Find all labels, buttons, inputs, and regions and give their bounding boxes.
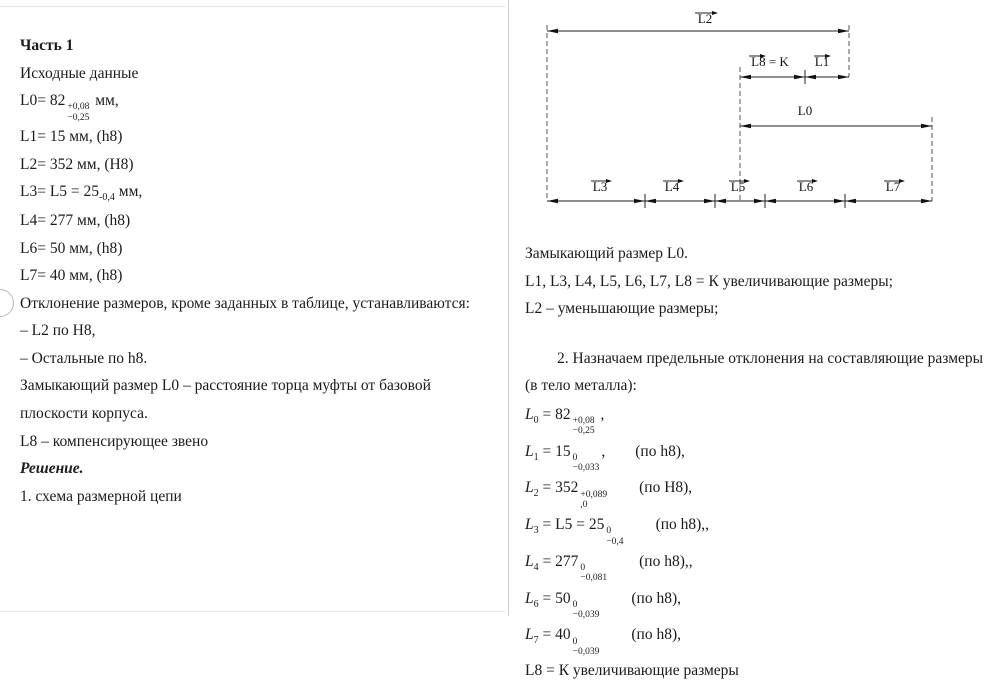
right-column xyxy=(525,5,990,685)
formula-l3 xyxy=(525,510,990,547)
lower-dev: −0,081 xyxy=(580,573,608,584)
upper-dev: 0 xyxy=(572,636,578,647)
diagram-label-l6: L6 xyxy=(798,179,814,194)
l3-suffix: мм, xyxy=(114,183,143,201)
dimension-arrowheads xyxy=(547,29,932,203)
l2-line: L2= 352 мм, (Н8) xyxy=(20,155,134,173)
deviation-note: Отклонение размеров, кроме заданных в таблице, устанавливаются: xyxy=(20,294,470,312)
lower-dev: −0,4 xyxy=(606,536,624,547)
decreasing-sizes-note: L2 – уменьшающие размеры; xyxy=(525,300,719,318)
lower-dev: −0,033 xyxy=(572,463,600,474)
deviation-note-h8: – Остальные по h8. xyxy=(20,349,148,367)
diagram-label-l1: L1 xyxy=(814,54,830,69)
increasing-sizes-note: L1, L3, L4, L5, L6, L7, L8 = К увеличивающие размеры; xyxy=(525,272,893,290)
upper-dev: +0,08 xyxy=(572,416,595,427)
diagram-label-l2: L2 xyxy=(697,11,713,26)
l0-upper-dev: +0,08 xyxy=(67,102,90,113)
page-edge-line-bottom xyxy=(0,611,505,612)
l3-prefix: L3= L5 = 25 xyxy=(20,183,100,201)
spacer xyxy=(525,323,990,345)
column-divider xyxy=(508,0,509,616)
lower-dev: −0,25 xyxy=(572,426,595,437)
diagram-label-l0: L0 xyxy=(797,103,813,118)
formula-var: L xyxy=(525,405,534,423)
formula-l0 xyxy=(525,400,990,437)
solution-heading: Решение. xyxy=(20,460,84,478)
lower-dev: −0,039 xyxy=(572,610,600,621)
formula-l2 xyxy=(525,473,990,510)
final-increasing-note: L8 = К увеличивающие размеры xyxy=(525,662,739,680)
label-vector-arrows xyxy=(591,11,905,183)
l0-line xyxy=(20,87,492,123)
formula-l7 xyxy=(525,620,990,657)
l1-line: L1= 15 мм, (h8) xyxy=(20,127,123,145)
formula-tolerance xyxy=(573,453,600,474)
formula-l4 xyxy=(525,547,990,584)
formula-tolerance xyxy=(573,600,600,621)
formula-note: (по Н8), xyxy=(639,479,693,497)
formula-l1 xyxy=(525,437,990,474)
formula-body: = 82 xyxy=(538,405,571,423)
compensating-link-note: L8 – компенсирующее звено xyxy=(20,432,209,450)
formula-body: = 40 xyxy=(538,626,571,644)
l4-line: L4= 277 мм, (h8) xyxy=(20,211,131,229)
formula-l6 xyxy=(525,584,990,621)
closing-dimension-note: Замыкающий размер L0 – расстояние торца муфты от базовой плоскости корпуса. xyxy=(20,377,431,423)
extension-lines xyxy=(547,25,932,201)
diagram-label-l8k: L8 = K xyxy=(751,54,789,69)
formula-tolerance xyxy=(580,490,607,511)
formula-index: 3 xyxy=(533,525,539,537)
l0-prefix: L0= 82 xyxy=(20,92,66,110)
formula-after: , xyxy=(596,405,605,423)
formula-body: = 50 xyxy=(538,589,571,607)
l0-lower-dev: −0,25 xyxy=(67,112,90,123)
l6-line: L6= 50 мм, (h8) xyxy=(20,239,123,257)
formula-var: L xyxy=(525,626,534,644)
formula-index: 7 xyxy=(533,635,539,647)
formula-index: 2 xyxy=(533,488,539,500)
l0-tolerance xyxy=(67,102,89,123)
formula-tolerance xyxy=(573,416,595,437)
diagram-label-l5: L5 xyxy=(730,179,746,194)
step2-heading-line2: (в тело металла): xyxy=(525,377,637,395)
step2-heading-line1: 2. Назначаем предельные отклонения на составляющие размеры xyxy=(557,349,984,367)
formula-note: (по h8), xyxy=(635,442,685,460)
upper-dev: 0 xyxy=(580,563,586,574)
closing-size-note: Замыкающий размер L0. xyxy=(525,245,688,262)
formula-note: (по h8), xyxy=(631,626,681,644)
formula-index: 0 xyxy=(533,414,539,426)
dimension-lines xyxy=(547,31,932,201)
upper-dev: 0 xyxy=(606,526,612,537)
upper-dev: 0 xyxy=(572,452,578,463)
page-edge-line-top xyxy=(0,6,505,7)
diagram-label-l4: L4 xyxy=(664,179,680,194)
upper-dev: +0,089 xyxy=(580,489,608,500)
formula-var: L xyxy=(525,442,534,460)
left-column xyxy=(20,32,492,510)
formula-var: L xyxy=(525,516,534,534)
dimension-chain-diagram xyxy=(525,5,990,227)
formula-tolerance xyxy=(573,637,600,658)
l0-suffix: мм, xyxy=(91,92,119,110)
formula-index: 1 xyxy=(533,451,539,463)
intro-line: Исходные данные xyxy=(20,64,139,82)
formula-body: = 352 xyxy=(538,479,579,497)
formula-var: L xyxy=(525,589,534,607)
spacer xyxy=(525,232,990,240)
formula-var: L xyxy=(525,552,534,570)
deviation-note-h8cap: – L2 по Н8, xyxy=(20,322,96,340)
formula-tolerance xyxy=(606,526,623,547)
page-edge-mark xyxy=(0,289,14,317)
formula-index: 4 xyxy=(533,562,539,574)
formula-note: (по h8), xyxy=(631,589,681,607)
l3-line xyxy=(20,178,492,207)
formula-note: (по h8),, xyxy=(639,552,693,570)
upper-dev: 0 xyxy=(572,599,578,610)
lower-dev: ,0 xyxy=(580,499,588,510)
lower-dev: −0,039 xyxy=(572,647,600,657)
diagram-label-l3: L3 xyxy=(592,179,608,194)
formula-after: , xyxy=(601,442,606,460)
formula-tolerance xyxy=(580,563,607,584)
formula-body: = 277 xyxy=(538,552,579,570)
formula-note: (по h8),, xyxy=(655,516,710,534)
formula-index: 6 xyxy=(533,598,539,610)
l3-lower-dev: -0,4 xyxy=(99,192,115,204)
l7-line: L7= 40 мм, (h8) xyxy=(20,267,123,285)
formula-body: = 15 xyxy=(538,442,571,460)
step1-heading: 1. схема размерной цепи xyxy=(20,487,182,505)
diagram-label-l7: L7 xyxy=(885,179,901,194)
formula-var: L xyxy=(525,479,534,497)
section-title: Часть 1 xyxy=(20,37,74,54)
formula-body: = L5 = 25 xyxy=(538,516,605,534)
